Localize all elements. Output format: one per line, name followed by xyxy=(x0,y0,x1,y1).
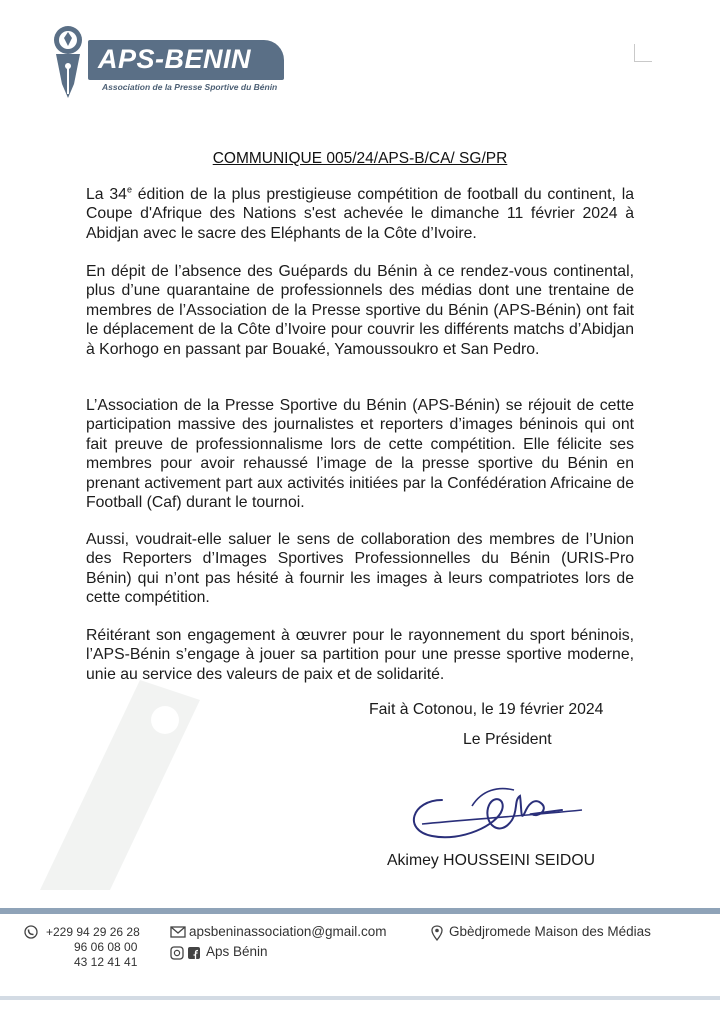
footer-divider xyxy=(0,908,720,914)
aps-benin-logo xyxy=(46,24,278,100)
mail-icon xyxy=(170,926,186,938)
phone-number-3: 43 12 41 41 xyxy=(74,955,138,969)
paragraph-5: Réitérant son engagement à œuvrer pour le rayonnement du sport béninois, l’APS-Bénin s’engage à jouer sa partition pour une presse sportive moderne, unie au service des valeurs de paix et de solidarité. xyxy=(86,627,634,683)
footer-social: Aps Bénin xyxy=(206,944,268,959)
footer-phones xyxy=(46,925,140,970)
paragraph-3: L’Association de la Presse Sportive du Bénin (APS-Bénin) se réjouit de cette participation massive des journalistes et reporters d’images béninois qui ont fait preuve de professionnalisme lors de cette compétition. Elle félicite ses membres pour avoir rehaussé l’image de la presse sportive du Bénin en prenant activement part aux activités initiées par la Confédération Africaine de Football (Caf) durant le tournoi. xyxy=(86,397,634,512)
logo-subtitle: Association de la Presse Sportive du Bénin xyxy=(102,82,278,92)
corner-mark xyxy=(634,44,652,62)
paragraph-2: En dépit de l’absence des Guépards du Bénin à ce rendez-vous continental, plus d’une quarantaine de professionnels des médias dont une trentaine de membres de l’Association de la Presse sportive du Bénin (APS-Bénin) ont fait le déplacement de la Côte d’Ivoire pour couvrir les différents matchs d’Abidjan à Korhogo en passant par Bouaké, Yamoussoukro et San Pedro. xyxy=(86,263,634,358)
phone-number-1: +229 94 29 26 28 xyxy=(46,925,140,939)
footer-address: Gbèdjromede Maison des Médias xyxy=(449,924,651,939)
place-date: Fait à Cotonou, le 19 février 2024 xyxy=(369,701,604,718)
p1-rest: édition de la plus prestigieuse compétition de football du continent, la Coupe d'Afrique des Nations s'est achevée le dimanche 11 février 2024 à Abidjan avec le sacre des Eléphants de la Côte d’Ivoire. xyxy=(86,186,635,242)
logo-title: APS-BENIN xyxy=(88,40,284,80)
p1-start: La 34 xyxy=(86,186,127,203)
p1-superscript: e xyxy=(126,184,132,195)
pen-nib-icon xyxy=(46,24,90,100)
paragraph-1 xyxy=(86,185,634,243)
instagram-icon xyxy=(171,947,183,959)
facebook-icon xyxy=(188,947,200,959)
signatory-name: Akimey HOUSSEINI SEIDOU xyxy=(387,852,596,869)
phone-icon xyxy=(24,925,38,939)
social-icons xyxy=(170,946,204,960)
document-title: COMMUNIQUE 005/24/APS-B/CA/ SG/PR xyxy=(212,150,508,167)
signatory-role: Le Président xyxy=(463,731,552,748)
handwritten-signature xyxy=(402,780,602,850)
paragraph-4: Aussi, voudrait-elle saluer le sens de collaboration des membres de l’Union des Reporters d’Images Sportives Professionnelles du Bénin (URIS-Pro Bénin) qui n’ont pas hésité à fournir les images à leurs compatriotes lors de cette compétition. xyxy=(86,531,634,607)
footer-email: apsbeninassociation@gmail.com xyxy=(189,924,387,939)
footer-bottom-bar xyxy=(0,996,720,1000)
phone-number-2: 96 06 08 00 xyxy=(74,940,138,954)
location-pin-icon xyxy=(431,925,443,941)
